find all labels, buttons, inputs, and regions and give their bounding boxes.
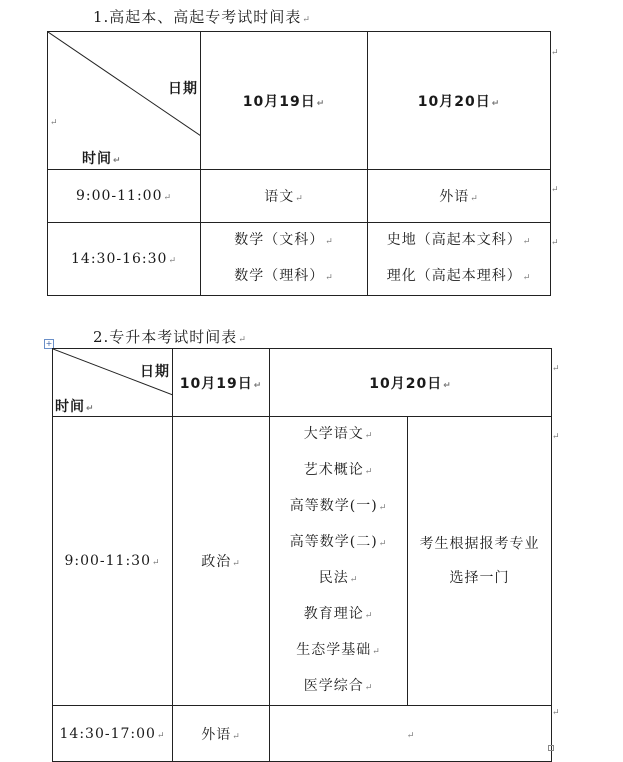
subject-item: 大学语文↵ (303, 426, 374, 442)
table2-date-col2: 10月20日↵ (270, 349, 552, 417)
gaoqi-exam-schedule-table (47, 31, 551, 296)
table1-subject-cell: 语文↵ (201, 170, 368, 223)
table2-subject-cell: 外语↵ (173, 706, 270, 762)
table2-time-cell: 14:30-17:00↵ (53, 706, 173, 762)
table2-date-col1: 10月19日↵ (173, 349, 270, 417)
table-move-handle-icon[interactable]: + (45, 339, 53, 348)
corner-date-label: 日期 (140, 364, 170, 380)
table-resize-handle[interactable] (548, 745, 554, 751)
table2-corner-cell (53, 349, 173, 417)
zhuanshengben-exam-schedule-table (52, 348, 552, 762)
table2-heading: 2.专升本考试时间表↵ (93, 328, 247, 346)
row-end-mark: ↵ (551, 48, 559, 58)
table1-time-cell: 9:00-11:00↵ (48, 170, 201, 223)
row-end-mark: ↵ (551, 185, 559, 195)
table1-subject-cell (201, 223, 368, 296)
row-end-mark: ↵ (552, 708, 560, 718)
subject-line: 数学（文科）↵ (234, 232, 334, 248)
subject-line: 数学（理科）↵ (234, 268, 334, 284)
table1-heading: 1.高起本、高起专考试时间表↵ (93, 8, 311, 26)
subject-item: 民法↵ (318, 570, 359, 586)
corner-date-label: 日期 (168, 81, 198, 97)
note-line: 考生根据报考专业 (419, 536, 540, 552)
table2-subject-list (270, 417, 408, 706)
subject-item: 教育理论↵ (303, 606, 374, 622)
table1-corner-cell: 日期 时间↵ ↵ (48, 32, 201, 170)
row-end-mark: ↵ (552, 364, 560, 374)
row-end-mark: ↵ (552, 432, 560, 442)
subject-line: 理化（高起本理科）↵ (386, 268, 532, 284)
table1-time-cell: 14:30-16:30↵ (48, 223, 201, 296)
corner-time-label: 时间↵ (55, 399, 95, 415)
subject-line: 史地（高起本文科）↵ (386, 232, 532, 248)
subject-item: 医学综合↵ (303, 678, 374, 694)
subject-item: 高等数学(二)↵ (289, 534, 388, 550)
table2-empty-cell: ↵ (270, 706, 552, 762)
subject-item: 生态学基础↵ (296, 642, 381, 658)
note-line: 选择一门 (449, 570, 510, 586)
table2-time-cell: 9:00-11:30↵ (53, 417, 173, 706)
table1-subject-cell: 外语↵ (368, 170, 551, 223)
row-end-mark: ↵ (551, 238, 559, 248)
subject-item: 高等数学(一)↵ (289, 498, 388, 514)
corner-time-label: 时间↵ (82, 151, 122, 167)
diagonal-line (48, 32, 201, 170)
subject-item: 艺术概论↵ (303, 462, 374, 478)
table1-subject-cell (368, 223, 551, 296)
table2-subject-cell: 政治↵ (173, 417, 270, 706)
table2-note-cell (408, 417, 552, 706)
table1-date-col2: 10月20日↵ (368, 32, 551, 170)
table1-date-col1: 10月19日↵ (201, 32, 368, 170)
